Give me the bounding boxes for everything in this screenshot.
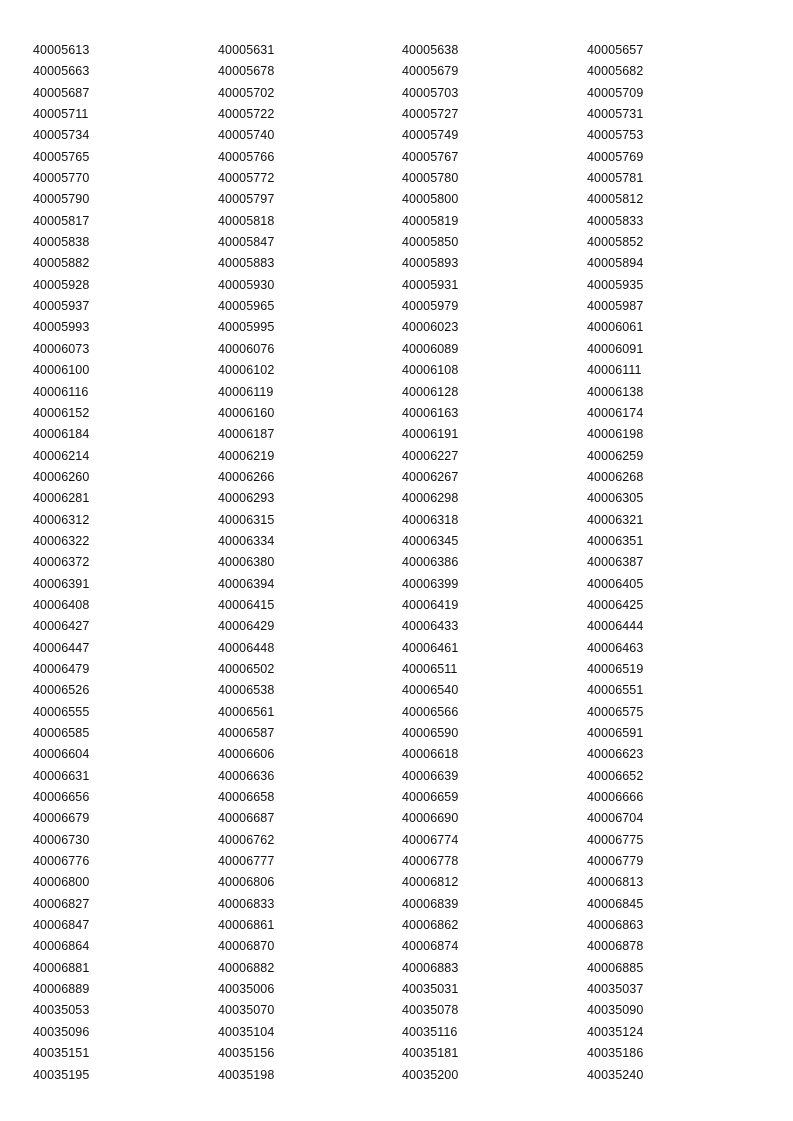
number-cell: 40006266 <box>218 469 275 484</box>
number-cell: 40006312 <box>33 512 90 527</box>
number-cell: 40006318 <box>402 512 459 527</box>
number-cell: 40006863 <box>587 918 644 933</box>
number-cell: 40005711 <box>33 107 89 122</box>
number-cell: 40005797 <box>218 192 275 207</box>
number-cell: 40035070 <box>218 1003 275 1018</box>
number-cell: 40006779 <box>587 854 644 869</box>
number-cell: 40006448 <box>218 640 275 655</box>
number-cell: 40006427 <box>33 619 90 634</box>
number-cell: 40006023 <box>402 320 459 335</box>
number-cell: 40005765 <box>33 149 90 164</box>
number-cell: 40006847 <box>33 918 90 933</box>
number-cell: 40035198 <box>218 1067 275 1082</box>
number-cell: 40005749 <box>402 128 459 143</box>
number-cell: 40006163 <box>402 405 459 420</box>
number-cell: 40006862 <box>402 918 459 933</box>
number-cell: 40006461 <box>402 640 459 655</box>
number-cell: 40006806 <box>218 875 275 890</box>
number-cell: 40005769 <box>587 149 644 164</box>
number-cell: 40006606 <box>218 747 275 762</box>
number-cell: 40006061 <box>587 320 644 335</box>
number-cell: 40006214 <box>33 448 90 463</box>
number-cell: 40005767 <box>402 149 459 164</box>
number-cell: 40006656 <box>33 790 90 805</box>
number-cell: 40006463 <box>587 640 644 655</box>
number-cell: 40006813 <box>587 875 644 890</box>
number-cell: 40006502 <box>218 661 275 676</box>
number-cell: 40006827 <box>33 896 90 911</box>
number-cell: 40006399 <box>402 576 459 591</box>
number-cell: 40006429 <box>218 619 275 634</box>
number-cell: 40006861 <box>218 918 275 933</box>
number-cell: 40006777 <box>218 854 275 869</box>
number-cell: 40005937 <box>33 299 90 314</box>
number-cell: 40006566 <box>402 704 459 719</box>
number-cell: 40005663 <box>33 64 90 79</box>
number-cell: 40006073 <box>33 341 90 356</box>
number-cell: 40005702 <box>218 85 275 100</box>
number-cell: 40005979 <box>402 299 459 314</box>
number-cell: 40005847 <box>218 235 275 250</box>
number-cell: 40006658 <box>218 790 275 805</box>
number-cell: 40006636 <box>218 768 275 783</box>
number-cell: 40005800 <box>402 192 459 207</box>
number-cell: 40006091 <box>587 341 644 356</box>
number-cell: 40006730 <box>33 832 90 847</box>
number-cell: 40006679 <box>33 811 90 826</box>
number-cell: 40035078 <box>402 1003 459 1018</box>
number-cell: 40006089 <box>402 341 459 356</box>
number-cell: 40006111 <box>587 363 642 378</box>
number-cell: 40035151 <box>33 1046 90 1061</box>
number-cell: 40006774 <box>402 832 459 847</box>
number-cell: 40005703 <box>402 85 459 100</box>
number-cell: 40005882 <box>33 256 90 271</box>
number-cell: 40006391 <box>33 576 90 591</box>
number-cell: 40006704 <box>587 811 644 826</box>
number-cell: 40035181 <box>402 1046 459 1061</box>
number-cell: 40005893 <box>402 256 459 271</box>
number-cell: 40006293 <box>218 491 275 506</box>
number-cell: 40005679 <box>402 64 459 79</box>
number-cell: 40005995 <box>218 320 275 335</box>
number-cell: 40006259 <box>587 448 644 463</box>
number-cell: 40006102 <box>218 363 275 378</box>
number-cell: 40005678 <box>218 64 275 79</box>
number-cell: 40006198 <box>587 427 644 442</box>
number-cell: 40006425 <box>587 597 644 612</box>
number-cell: 40006618 <box>402 747 459 762</box>
number-cell: 40006526 <box>33 683 90 698</box>
number-cell: 40006334 <box>218 533 275 548</box>
number-cell: 40005740 <box>218 128 275 143</box>
number-cell: 40006405 <box>587 576 644 591</box>
number-cell: 40005770 <box>33 171 90 186</box>
number-cell: 40006160 <box>218 405 275 420</box>
number-cell: 40006889 <box>33 982 90 997</box>
number-cell: 40006191 <box>402 427 459 442</box>
number-cell: 40006778 <box>402 854 459 869</box>
number-cell: 40006590 <box>402 726 459 740</box>
number-cell: 40006631 <box>33 768 90 783</box>
number-cell: 40005638 <box>402 43 459 57</box>
number-cell: 40006604 <box>33 747 90 762</box>
number-cell: 40006639 <box>402 768 459 783</box>
number-cell: 40006433 <box>402 619 459 634</box>
number-cell: 40005631 <box>218 43 275 57</box>
number-cell: 40006345 <box>402 533 459 548</box>
number-cell: 40005852 <box>587 235 644 250</box>
number-cell: 40005833 <box>587 213 644 228</box>
number-cell: 40035156 <box>218 1046 275 1061</box>
number-cell: 40005883 <box>218 256 275 271</box>
number-cell: 40006874 <box>402 939 459 954</box>
number-cell: 40005781 <box>587 171 644 186</box>
number-cell: 40006538 <box>218 683 275 698</box>
number-cell: 40035037 <box>587 982 644 997</box>
number-cell: 40006555 <box>33 704 90 719</box>
number-cell: 40006386 <box>402 555 459 570</box>
number-cell: 40005753 <box>587 128 644 143</box>
number-cell: 40006108 <box>402 363 459 378</box>
number-cell: 40005817 <box>33 213 90 228</box>
number-cell: 40035240 <box>587 1067 644 1082</box>
number-cell: 40035053 <box>33 1003 90 1018</box>
number-cell: 40035124 <box>587 1024 644 1039</box>
number-cell: 40006305 <box>587 491 644 506</box>
number-cell: 40005930 <box>218 277 275 292</box>
number-cell: 40006138 <box>587 384 644 399</box>
number-cell: 40006845 <box>587 896 644 911</box>
number-cell: 40006881 <box>33 960 90 975</box>
number-cell: 40035104 <box>218 1024 275 1039</box>
number-cell: 40006800 <box>33 875 90 890</box>
number-cell: 40006687 <box>218 811 275 826</box>
number-cell: 40006100 <box>33 363 90 378</box>
number-cell: 40005819 <box>402 213 459 228</box>
number-cell: 40006591 <box>587 726 644 740</box>
number-cell: 40005812 <box>587 192 644 207</box>
number-cell: 40005780 <box>402 171 459 186</box>
number-cell: 40035116 <box>402 1024 458 1039</box>
number-cell: 40035186 <box>587 1046 644 1061</box>
number-cell: 40035090 <box>587 1003 644 1018</box>
number-cell: 40006511 <box>402 661 458 676</box>
number-cell: 40006690 <box>402 811 459 826</box>
number-cell: 40006119 <box>218 384 274 399</box>
number-cell: 40006321 <box>587 512 644 527</box>
number-cell: 40005993 <box>33 320 90 335</box>
number-cell: 40035031 <box>402 982 459 997</box>
number-cell: 40006882 <box>218 960 275 975</box>
number-cell: 40006394 <box>218 576 275 591</box>
number-list <box>33 42 707 1088</box>
number-cell: 40005838 <box>33 235 90 250</box>
number-cell: 40005965 <box>218 299 275 314</box>
number-cell: 40006776 <box>33 854 90 869</box>
number-cell: 40005790 <box>33 192 90 207</box>
number-cell: 40006839 <box>402 896 459 911</box>
number-cell: 40006128 <box>402 384 459 399</box>
number-cell: 40006076 <box>218 341 275 356</box>
number-cell: 40006380 <box>218 555 275 570</box>
number-cell: 40006260 <box>33 469 90 484</box>
number-cell: 40006883 <box>402 960 459 975</box>
number-cell: 40005734 <box>33 128 90 143</box>
number-cell: 40005613 <box>33 43 90 57</box>
number-cell: 40005772 <box>218 171 275 186</box>
number-cell: 40005766 <box>218 149 275 164</box>
number-cell: 40005682 <box>587 64 644 79</box>
number-cell: 40006540 <box>402 683 459 698</box>
number-cell: 40006227 <box>402 448 459 463</box>
number-cell: 40006408 <box>33 597 90 612</box>
number-cell: 40006419 <box>402 597 459 612</box>
number-cell: 40006444 <box>587 619 644 634</box>
number-cell: 40006870 <box>218 939 275 954</box>
number-cell: 40035006 <box>218 982 275 997</box>
number-cell: 40006652 <box>587 768 644 783</box>
number-cell: 40006519 <box>587 661 644 676</box>
number-cell: 40006833 <box>218 896 275 911</box>
number-cell: 40005894 <box>587 256 644 271</box>
number-cell: 40006479 <box>33 661 90 676</box>
number-cell: 40005987 <box>587 299 644 314</box>
number-cell: 40006184 <box>33 427 90 442</box>
number-cell: 40006298 <box>402 491 459 506</box>
number-cell: 40006561 <box>218 704 275 719</box>
number-cell: 40006762 <box>218 832 275 847</box>
number-cell: 40005722 <box>218 107 275 122</box>
number-cell: 40006812 <box>402 875 459 890</box>
number-cell: 40035096 <box>33 1024 90 1039</box>
number-cell: 40005928 <box>33 277 90 292</box>
number-cell: 40006322 <box>33 533 90 548</box>
number-cell: 40006351 <box>587 533 644 548</box>
number-cell: 40006315 <box>218 512 275 527</box>
number-cell: 40006775 <box>587 832 644 847</box>
number-cell: 40005727 <box>402 107 459 122</box>
number-cell: 40005850 <box>402 235 459 250</box>
number-cell: 40006174 <box>587 405 644 420</box>
number-cell: 40006659 <box>402 790 459 805</box>
number-cell: 40006575 <box>587 704 644 719</box>
number-cell: 40005931 <box>402 277 459 292</box>
number-cell: 40006885 <box>587 960 644 975</box>
number-cell: 40005687 <box>33 85 90 100</box>
number-cell: 40006585 <box>33 726 90 740</box>
number-cell: 40006281 <box>33 491 90 506</box>
number-cell: 40006587 <box>218 726 275 740</box>
number-cell: 40006116 <box>33 384 89 399</box>
number-cell: 40006152 <box>33 405 90 420</box>
number-cell: 40006267 <box>402 469 459 484</box>
number-cell: 40006864 <box>33 939 90 954</box>
number-cell: 40005818 <box>218 213 275 228</box>
number-cell: 40006447 <box>33 640 90 655</box>
number-cell: 40006623 <box>587 747 644 762</box>
number-cell: 40006387 <box>587 555 644 570</box>
number-cell: 40005731 <box>587 107 644 122</box>
number-cell: 40006187 <box>218 427 275 442</box>
number-cell: 40005657 <box>587 43 644 57</box>
number-cell: 40006666 <box>587 790 644 805</box>
number-cell: 40006551 <box>587 683 644 698</box>
number-cell: 40035195 <box>33 1067 90 1082</box>
number-cell: 40006415 <box>218 597 275 612</box>
number-cell: 40006372 <box>33 555 90 570</box>
number-cell: 40006219 <box>218 448 275 463</box>
number-cell: 40005935 <box>587 277 644 292</box>
number-cell: 40006268 <box>587 469 644 484</box>
number-cell: 40006878 <box>587 939 644 954</box>
number-cell: 40035200 <box>402 1067 459 1082</box>
number-cell: 40005709 <box>587 85 644 100</box>
